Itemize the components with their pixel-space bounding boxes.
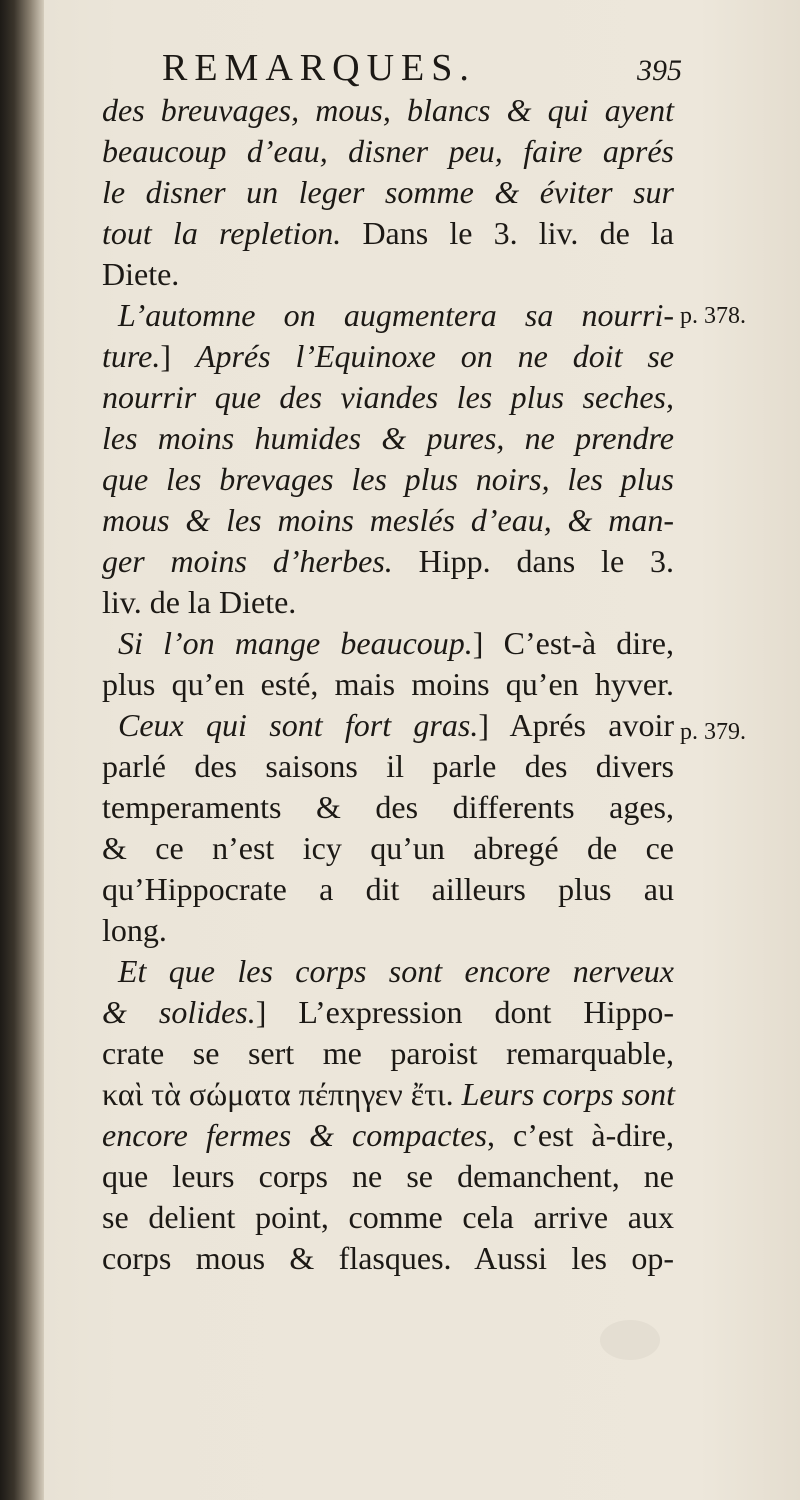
text-line <box>102 1074 674 1115</box>
roman-text: se delient point, comme cela arrive aux <box>102 1199 674 1235</box>
text-line <box>102 213 674 254</box>
book-gutter <box>0 0 44 1500</box>
italic-text: Leurs corps sont <box>453 1076 675 1112</box>
roman-text: ] L’expression dont Hippo- <box>255 994 675 1030</box>
text-line <box>102 951 674 992</box>
roman-text: , c’est à-dire, <box>487 1117 674 1153</box>
text-block <box>102 90 674 1279</box>
italic-text: Et que les corps sont encore nerveux <box>118 953 674 989</box>
text-line <box>102 664 674 705</box>
text-line <box>102 623 674 664</box>
roman-text: que leurs corps ne se demanchent, ne <box>102 1158 674 1194</box>
margin-note-2: p. 379. <box>680 719 746 745</box>
italic-text: encore fermes & compactes <box>102 1117 488 1153</box>
text-line <box>102 377 674 418</box>
text-line <box>102 1197 674 1238</box>
text-line <box>102 910 674 951</box>
italic-text: tout la repletion. <box>102 215 342 251</box>
roman-text: ] Aprés avoir <box>478 707 675 743</box>
italic-text: Ceux qui sont fort gras. <box>118 707 479 743</box>
text-line <box>102 1033 674 1074</box>
italic-text: beaucoup d’eau, disner peu, faire aprés <box>102 133 674 169</box>
running-head <box>162 46 682 96</box>
italic-text: Aprés l’Equinoxe on ne doit se <box>195 338 675 374</box>
roman-text: crate se sert me paroist remarquable, <box>102 1035 674 1071</box>
text-line <box>102 828 674 869</box>
text-line <box>102 992 674 1033</box>
italic-text: ture. <box>102 338 161 374</box>
italic-text: les moins humides & pures, ne prendre <box>102 420 674 456</box>
page-stain <box>600 1320 660 1360</box>
roman-text: qu’Hippocrate a dit ailleurs plus au <box>102 871 674 907</box>
roman-text: temperaments & des differents ages, <box>102 789 674 825</box>
italic-text: & solides. <box>102 994 256 1030</box>
text-line <box>102 418 674 459</box>
text-line <box>102 336 674 377</box>
roman-text: ] <box>160 338 196 374</box>
roman-text: Dans le 3. liv. de la <box>341 215 674 251</box>
text-line <box>102 746 674 787</box>
italic-text: que les brevages les plus noirs, les plus <box>102 461 674 497</box>
text-line <box>102 295 674 336</box>
text-line <box>102 705 674 746</box>
italic-text: le disner un leger somme & éviter sur <box>102 174 674 210</box>
text-line <box>102 1238 674 1279</box>
italic-text: mous & les moins meslés d’eau, & man- <box>102 502 674 538</box>
italic-text: ger moins d’herbes. <box>102 543 393 579</box>
roman-text: ] C’est-à dire, <box>472 625 675 661</box>
text-line <box>102 541 674 582</box>
running-title: REMARQUES. <box>162 47 476 89</box>
text-line <box>102 459 674 500</box>
roman-text: καὶ τὰ σώματα πέπηγεν ἔτι. <box>102 1076 454 1112</box>
roman-text: Hipp. dans le 3. <box>392 543 675 579</box>
roman-text: parlé des saisons il parle des divers <box>102 748 674 784</box>
italic-text: L’automne on augmentera sa nourri- <box>118 297 674 333</box>
text-line <box>102 787 674 828</box>
text-line <box>102 1156 674 1197</box>
text-line <box>102 131 674 172</box>
italic-text: des breuvages, mous, blancs & qui ayent <box>102 92 674 128</box>
roman-text: plus qu’en esté, mais moins qu’en hyver. <box>102 666 674 702</box>
roman-text: corps mous & flasques. Aussi les op- <box>102 1240 674 1276</box>
text-line <box>102 500 674 541</box>
margin-note-1: p. 378. <box>680 303 746 329</box>
page-number: 395 <box>637 54 682 87</box>
text-line <box>102 869 674 910</box>
text-line <box>102 1115 674 1156</box>
text-line <box>102 172 674 213</box>
italic-text: nourrir que des viandes les plus seches, <box>102 379 674 415</box>
roman-text: Diete. <box>102 256 180 292</box>
text-line <box>102 90 674 131</box>
roman-text: & ce n’est icy qu’un abregé de ce <box>102 830 674 866</box>
roman-text: long. <box>102 912 167 948</box>
roman-text: liv. de la Diete. <box>102 584 297 620</box>
italic-text: Si l’on mange beaucoup. <box>118 625 473 661</box>
text-line <box>102 582 674 623</box>
text-line <box>102 254 674 295</box>
